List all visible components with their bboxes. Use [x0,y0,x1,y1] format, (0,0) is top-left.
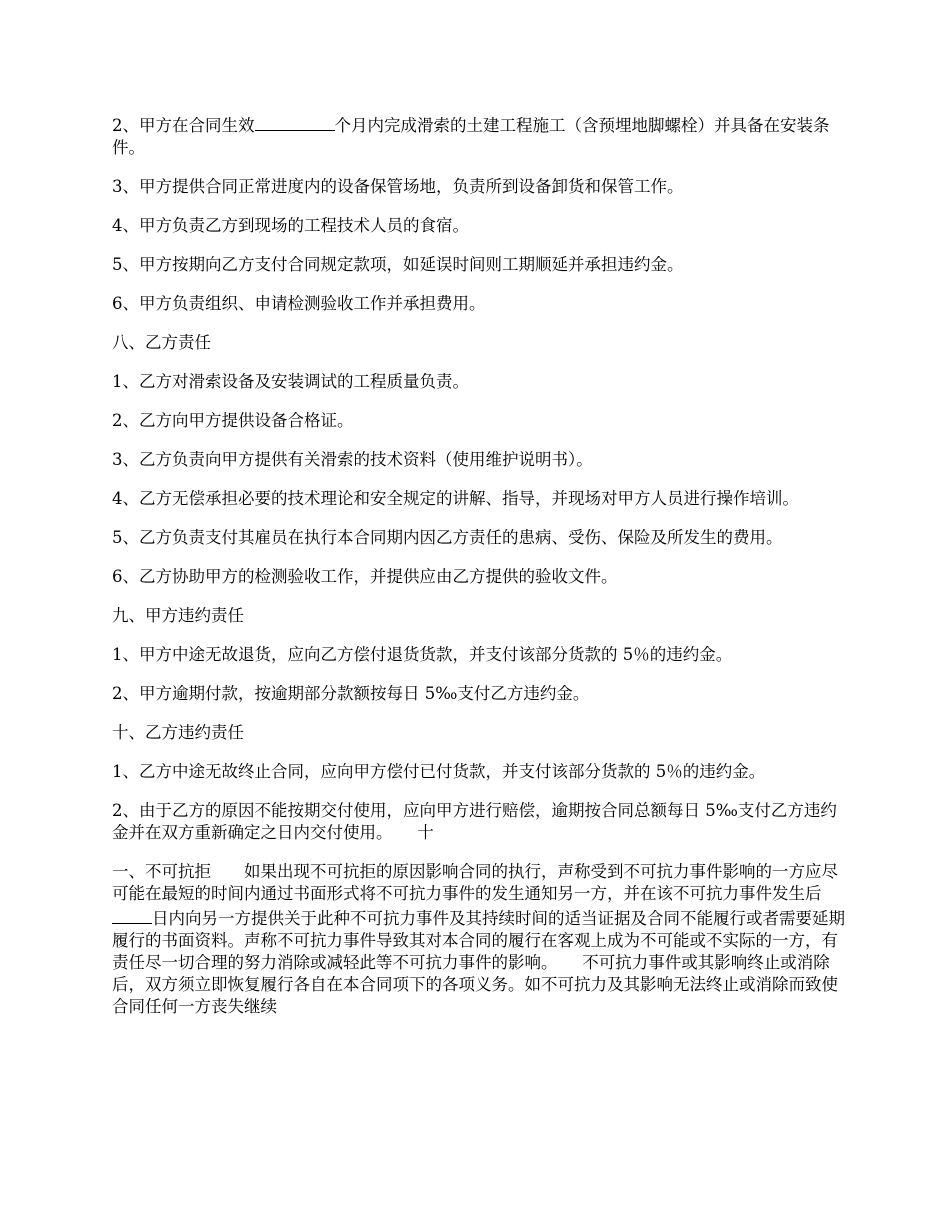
clause-breach-a-1: 1、甲方中途无故退货，应向乙方偿付退货货款，并支付该部分货款的 5％的违约金。 [112,645,733,664]
section-heading-8: 八、乙方责任 [112,333,211,352]
clause-party-a-3: 3、甲方提供合同正常进度内的设备保管场地，负责所到设备卸货和保管工作。 [112,177,684,196]
document-page [112,112,847,1018]
clause-party-b-6: 6、乙方协助甲方的检测验收工作，并提供应由乙方提供的验收文件。 [112,567,618,586]
clause-force-majeure [112,861,847,1018]
clause-text: 个月内完成滑索的土建工程施工（含预埋地脚螺栓）并具备在安装条件。 [112,116,830,157]
clause-breach-b-2: 2、由于乙方的原因不能按期交付使用，应向甲方进行赔偿，逾期按合同总额每日 5‰支付乙方违约金并在双方重新确定之日内交付使用。 十 [112,801,837,842]
clause-party-b-2: 2、乙方向甲方提供设备合格证。 [112,411,354,430]
clause-party-b-1: 1、乙方对滑索设备及安装调试的工程质量负责。 [112,372,469,391]
blank-field [112,905,152,924]
clause-party-a-6: 6、甲方负责组织、申请检测验收工作并承担费用。 [112,294,486,313]
clause-party-b-3: 3、乙方负责向甲方提供有关滑索的技术资料（使用维护说明书）。 [112,450,593,469]
clause-text: 2、甲方在合同生效 [112,116,255,135]
clause-party-b-4: 4、乙方无偿承担必要的技术理论和安全规定的讲解、指导，并现场对甲方人员进行操作培训。 [112,489,799,508]
clause-breach-b-1: 1、乙方中途无故终止合同，应向甲方偿付已付货款，并支付该部分货款的 5％的违约金。 [112,762,766,781]
section-heading-9: 九、甲方违约责任 [112,606,244,625]
blank-field [255,112,335,131]
clause-breach-a-2: 2、甲方逾期付款，按逾期部分款额按每日 5‰支付乙方违约金。 [112,684,590,703]
clause-party-a-4: 4、甲方负责乙方到现场的工程技术人员的食宿。 [112,216,469,235]
clause-text: 日内向另一方提供关于此种不可抗力事件及其持续时间的适当证据及合同不能履行或者需要延期履行的书面资料。声称不可抗力事件导致其对本合同的履行在客观上成为不可能或不实际的一方，有责任尽一切合理的努力消除或减轻此等不可抗力事件的影响。 不可抗力事件或其影响终止或消除后，双方须立即恢复履行各自在本合同项下的各项义务。如不可抗力及其影响无法终止或消除而致使合同任何一方丧失继续 [112,909,845,1016]
clause-text: 一、不可抗拒 如果出现不可抗拒的原因影响合同的执行，声称受到不可抗力事件影响的一方应尽可能在最短的时间内通过书面形式将不可抗力事件的发生通知另一方，并在该不可抗力事件发生后 [112,862,838,903]
clause-party-a-2 [112,112,847,159]
section-heading-10: 十、乙方违约责任 [112,723,244,742]
clause-party-a-5: 5、甲方按期向乙方支付合同规定款项，如延误时间则工期顺延并承担违约金。 [112,255,684,274]
clause-party-b-5: 5、乙方负责支付其雇员在执行本合同期内因乙方责任的患病、受伤、保险及所发生的费用。 [112,528,783,547]
